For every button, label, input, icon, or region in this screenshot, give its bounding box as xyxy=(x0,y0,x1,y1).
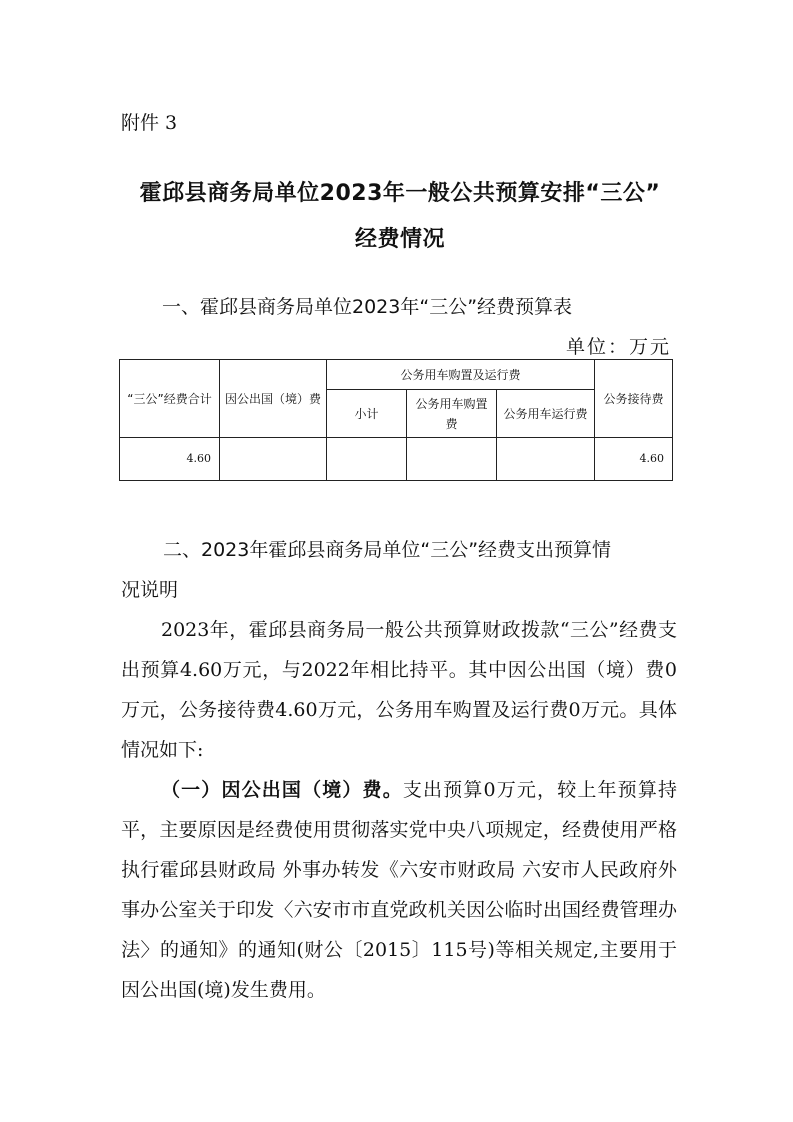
cell-abroad xyxy=(220,438,327,481)
cell-vehicle-operation xyxy=(497,438,595,481)
header-vehicle-operation: 公务用车运行费 xyxy=(497,390,595,438)
header-vehicle-purchase: 公务用车购置费 xyxy=(407,390,497,438)
document-title-line1: 霍邱县商务局单位2023年一般公共预算安排“三公” xyxy=(139,181,661,206)
header-reception: 公务接待费 xyxy=(595,360,673,438)
section2-heading xyxy=(121,530,677,610)
attachment-label: 附件 3 xyxy=(121,112,178,134)
section2-body xyxy=(121,610,677,1010)
header-total: “三公”经费合计 xyxy=(120,360,220,438)
section2-heading-line1: 二、2023年霍邱县商务局单位“三公”经费支出预算情 xyxy=(163,539,612,561)
document-title-line2: 经费情况 xyxy=(354,227,445,252)
header-vehicle-group: 公务用车购置及运行费 xyxy=(327,360,595,390)
section2-heading-line2: 况说明 xyxy=(121,579,179,601)
table-row xyxy=(120,438,673,481)
unit-label: 单位：万元 xyxy=(565,336,671,358)
cell-total: 4.60 xyxy=(120,438,220,481)
paragraph-abroad-text: 支出预算0万元，较上年预算持平，主要原因是经费使用贯彻落实党中央八项规定，经费使用严格执行霍邱县财政局 外事办转发《六安市财政局 六安市人民政府外事办公室关于印发〈六安市市直党政机关因公临时出国经费管理办法〉的通知》的通知(财公〔2015〕115号)等相关规定,主要用于因公出国(境)发生费用。 xyxy=(121,779,677,1001)
paragraph-abroad xyxy=(121,770,677,1010)
section1-heading: 一、霍邱县商务局单位2023年“三公”经费预算表 xyxy=(162,296,573,318)
header-abroad: 因公出国（境）费 xyxy=(220,360,327,438)
paragraph-abroad-heading: （一）因公出国（境）费。 xyxy=(161,779,403,801)
cell-subtotal xyxy=(327,438,407,481)
paragraph-overview: 2023年，霍邱县商务局一般公共预算财政拨款“三公”经费支出预算4.60万元，与2022年相比持平。其中因公出国（境）费0万元，公务接待费4.60万元，公务用车购置及运行费0万元。具体情况如下: xyxy=(121,619,677,761)
cell-vehicle-purchase xyxy=(407,438,497,481)
budget-table xyxy=(119,359,673,481)
header-subtotal: 小计 xyxy=(327,390,407,438)
cell-reception: 4.60 xyxy=(595,438,673,481)
